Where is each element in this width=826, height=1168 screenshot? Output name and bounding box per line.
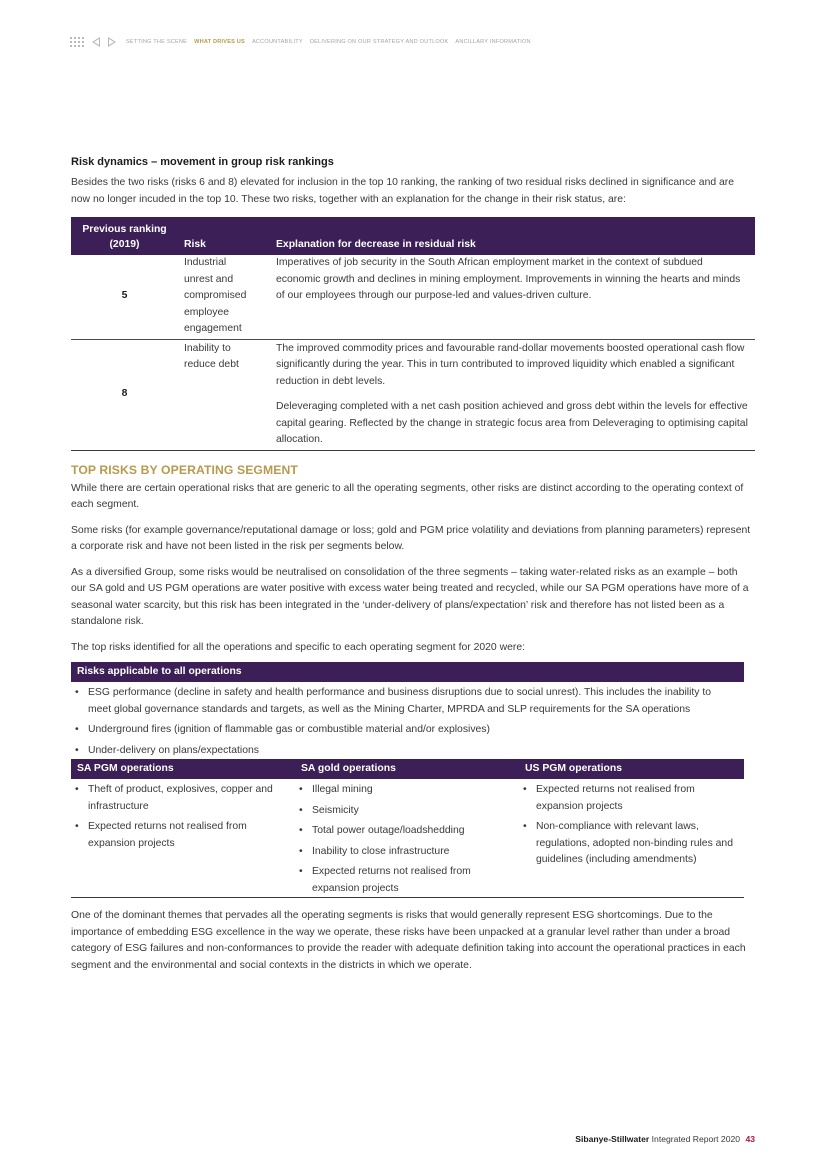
ranking-cell: 5 — [71, 255, 178, 339]
explanation-text: Deleveraging completed with a net cash position achieved and gross debt within the levels for effective capital gearing. Reflected by the change in strategic focus area from Deleveraging to optimising capital allocation. — [276, 401, 748, 445]
risk-cell: Inability to reduce debt — [178, 339, 270, 450]
previous-page-arrow-icon[interactable] — [92, 37, 100, 47]
nav-link-setting-the-scene[interactable]: SETTING THE SCENE — [126, 39, 188, 45]
segment-headers — [71, 759, 744, 779]
list-item: • Underground fires (ignition of flammable gas or combustible material and/or explosives) — [71, 722, 726, 739]
list-item: • Theft of product, explosives, copper and infrastructure — [71, 782, 295, 815]
column-title-sa-pgm: SA PGM operations — [77, 763, 174, 774]
column-title-us-pgm: US PGM operations — [525, 763, 622, 774]
list-item: • Non-compliance with relevant laws, regulations, adopted non-binding rules and guidelines (including amendments) — [519, 819, 743, 869]
main-content — [71, 156, 755, 983]
footer-report-title: Integrated Report 2020 — [651, 1134, 741, 1144]
list-item: • Expected returns not realised from expansion projects — [519, 782, 743, 815]
list-item: • Total power outage/loadshedding — [295, 823, 519, 840]
header-explanation: Explanation for decrease in residual risk — [270, 217, 755, 255]
header-risk: Risk — [178, 217, 270, 255]
list-item: • Illegal mining — [295, 782, 519, 799]
section-heading: TOP RISKS BY OPERATING SEGMENT — [71, 462, 298, 477]
next-page-arrow-icon[interactable] — [108, 37, 116, 47]
explanation-cell — [270, 339, 755, 450]
list-item: • ESG performance (decline in safety and health performance and business disruptions due to social unrest). This includes the inability to meet global governance standards and targets, as well as the Mining Charter, MPRDA and SLP requirements for the SA operations — [71, 685, 726, 718]
column-title-sa-gold: SA gold operations — [301, 763, 396, 774]
list-item: • Seismicity — [295, 803, 519, 820]
segment-columns — [71, 759, 744, 898]
nav-link-ancillary-information[interactable]: ANCILLARY INFORMATION — [455, 39, 531, 45]
paragraph: While there are certain operational risks that are generic to all the operating segments, other risks are distinct according to the operating context of each segment. — [71, 482, 744, 510]
footer-brand: Sibanye-Stillwater — [575, 1134, 650, 1144]
us-pgm-column — [519, 779, 743, 897]
ranking-cell: 8 — [71, 339, 178, 450]
sa-pgm-column — [71, 779, 295, 897]
table-header-row — [71, 217, 755, 255]
list-item: • Expected returns not realised from expansion projects — [71, 819, 295, 852]
all-operations-list — [71, 682, 744, 759]
top-navigation — [70, 35, 538, 49]
nav-link-what-drives-us[interactable]: WHAT DRIVES US — [194, 39, 245, 45]
paragraph: As a diversified Group, some risks would be neutralised on consolidation of the three segments – taking water-related risks as an example – both our SA gold and US PGM operations are water positive with excess water being treated and recycled, while our SA PGM operations have more of a seasonal water scarcity, but this risk has been integrated in the ‘under-delivery of plans/expectation’ risk and therefore has not listed been as a standalone risk. — [71, 566, 749, 627]
risk-ranking-table — [71, 217, 755, 451]
risk-dynamics-heading: Risk dynamics – movement in group risk rankings — [71, 156, 334, 168]
explanation-cell — [270, 255, 755, 339]
nav-link-accountability[interactable]: ACCOUNTABILITY — [251, 39, 303, 45]
grid-menu-icon[interactable] — [70, 37, 84, 48]
explanation-text: The improved commodity prices and favourable rand-dollar movements boosted operational cash flow significantly during the year. This in turn contributed to improved liquidity which enabled a significant reduction in debt levels. — [276, 342, 745, 387]
all-operations-box — [71, 662, 744, 759]
table-row — [71, 255, 755, 339]
closing-paragraph: One of the dominant themes that pervades all the operating segments is risks that would generally represent ESG shortcomings. Due to the importance of embedding ESG excellence in the way we operate, these risks have been unpacked at a granular level rather than under a broad category of ESG failures and non-conformances to provide the reader with adequate definition taking into account the operational practices in each segment and the environmental and social contexts in the districts in which we operate. — [71, 910, 746, 971]
explanation-text: Imperatives of job security in the South African employment market in the context of subdued economic growth and declines in mining employment. Improvements in winning the hearts and minds of our employees through our purpose-led and values-driven culture. — [276, 257, 741, 301]
risk-cell: Industrial unrest and compromised employee engagement — [178, 255, 270, 339]
page-footer — [575, 1134, 755, 1144]
sa-gold-column — [295, 779, 519, 897]
paragraph: The top risks identified for all the operations and specific to each operating segment for 2020 were: — [71, 641, 525, 653]
nav-link-delivering-on-strategy[interactable]: DELIVERING ON OUR STRATEGY AND OUTLOOK — [309, 39, 449, 45]
list-item: • Inability to close infrastructure — [295, 844, 519, 861]
list-item: • Expected returns not realised from expansion projects — [295, 864, 519, 897]
header-previous-ranking: Previous ranking (2019) — [71, 217, 178, 255]
paragraph: Some risks (for example governance/reputational damage or loss; gold and PGM price volatility and deviations from planning parameters) represent a corporate risk and have not been listed in the risk per segments below. — [71, 524, 751, 552]
risk-dynamics-intro: Besides the two risks (risks 6 and 8) elevated for inclusion in the top 10 ranking, the ranking of two residual risks declined in significance and are now no longer incuded in the top 10. These two risks, together with an explanation for the change in their risk status, are: — [71, 177, 735, 205]
table-row — [71, 339, 755, 450]
all-operations-title: Risks applicable to all operations — [71, 662, 744, 682]
page-number: 43 — [745, 1134, 755, 1144]
list-item: • Under-delivery on plans/expectations — [71, 743, 726, 760]
